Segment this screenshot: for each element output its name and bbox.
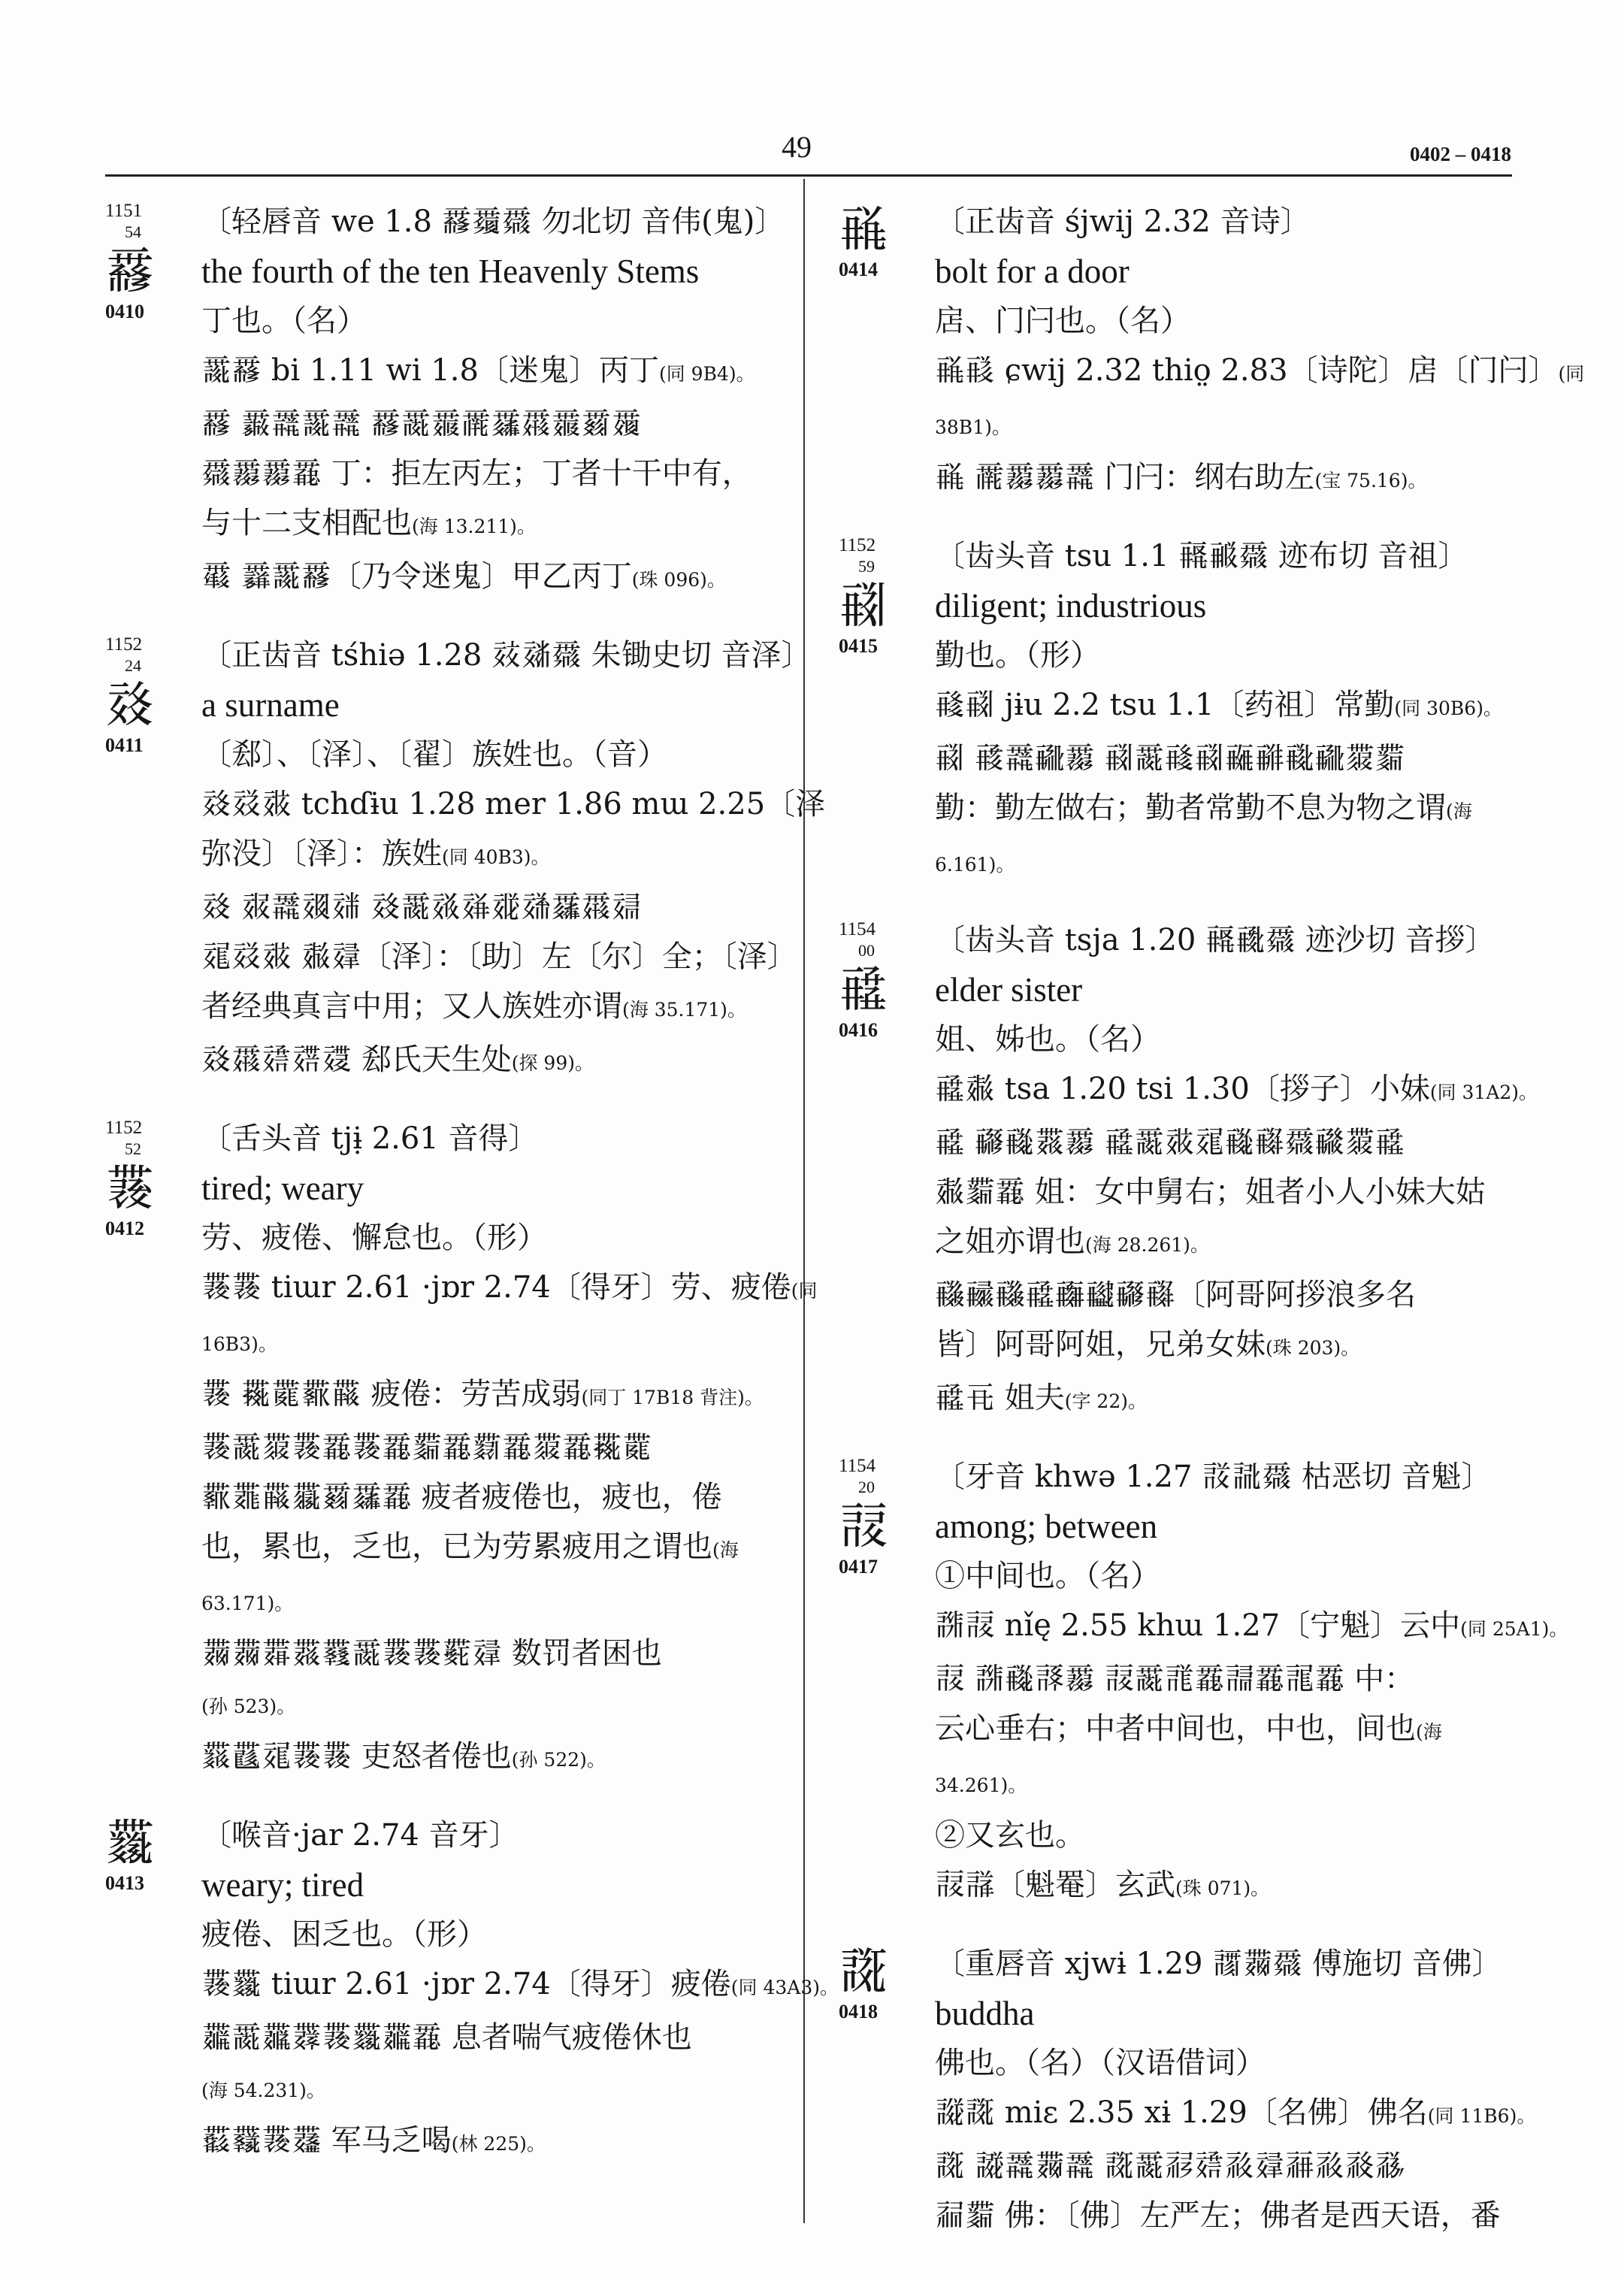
entry-subcode: 52	[125, 1139, 141, 1158]
headword-glyph: 𗵒	[105, 242, 155, 300]
entry-line	[201, 1629, 802, 1678]
line-text: 〔喉音·jar 2.74 音牙〕	[201, 1818, 519, 1853]
entry-line	[201, 346, 802, 399]
headword-glyph: 𗹀	[839, 1497, 888, 1555]
line-text: 勤也。（形）	[935, 638, 1100, 673]
entry-number: 0417	[839, 1556, 878, 1578]
line-text: 勤：勤左做右；勤者常勤不息为物之谓	[935, 791, 1446, 825]
entry-line	[935, 296, 1535, 346]
entry-line	[201, 1575, 802, 1629]
entry-line	[935, 346, 1585, 399]
entry-line	[201, 1522, 802, 1575]
source-citation: (海	[712, 1539, 739, 1561]
line-text: 𗵕𗵒 bi 1.11 wi 1.8〔迷鬼〕丙丁	[201, 353, 659, 388]
source-citation: (同丁 17B18 背注)。	[581, 1387, 764, 1408]
entry-line	[935, 1167, 1535, 1217]
source-citation: 34.261)。	[935, 1774, 1027, 1796]
line-text: 𗷃𗷈𗷄𗷉𗵝𗵛𗵠 疲者疲倦也，疲也，倦	[201, 1480, 722, 1514]
source-citation: (同 9B4)。	[658, 363, 755, 385]
entry-line	[935, 2088, 1535, 2141]
line-text: ①中间也。（名）	[935, 1559, 1160, 1593]
entry-line	[935, 915, 1535, 965]
line-text: 𗷀𗷀 tiɯr 2.61 ·jɒr 2.74〔得牙〕劳、疲倦	[201, 1270, 791, 1305]
source-citation: (孙 522)。	[511, 1749, 606, 1771]
line-text: weary; tired	[201, 1866, 364, 1904]
entry-line	[201, 2062, 802, 2116]
entry-number: 0413	[105, 1872, 144, 1894]
entry-meta	[105, 634, 195, 757]
line-text: 与十二支相配也	[201, 506, 412, 540]
entry-number: 0414	[839, 259, 878, 280]
line-text: 𗷏𗷐𗶍𗷀𗷀 吏怒者倦也	[201, 1739, 512, 1774]
source-citation: (同 11B6)。	[1427, 2105, 1536, 2127]
page-number: 49	[782, 130, 812, 164]
entry-line	[935, 1452, 1535, 1502]
left-column	[105, 197, 839, 2195]
source-citation: 38B1)。	[935, 416, 1011, 438]
headword-glyph: 𗸋	[839, 961, 888, 1018]
line-text: 𗷀𗵘𗷅𗷀𗵠𗷀𗵠𗷆𗵠𗷇𗵠𗷅𗵠𗷁𗷂	[201, 1430, 652, 1465]
entry-meta	[839, 534, 929, 658]
source-citation: 6.161)。	[935, 854, 1015, 876]
line-text: buddha	[935, 1995, 1035, 2032]
line-text: 也，累也，乏也，已为劳累疲用之谓也	[201, 1529, 712, 1564]
line-text: 𗸑𗸒𗸑𗸋𗸓𗸔𗸍𗸏〔阿哥阿拶浪多名	[935, 1278, 1416, 1312]
line-text: 〔重唇音 xjwɨ 1.29 𗹊𗷊𗵔 傅施切 音佛〕	[935, 1947, 1502, 1981]
entry-line	[201, 631, 812, 680]
entry-line	[935, 1704, 1535, 1757]
entry-range: 0402 – 0418	[1410, 143, 1511, 165]
entry-line	[935, 783, 1535, 836]
entry-line	[935, 734, 1535, 783]
entry-line	[935, 1551, 1535, 1601]
line-text: elder sister	[935, 971, 1083, 1009]
entry-code: 1154	[839, 1456, 876, 1476]
english-gloss	[201, 1860, 802, 1910]
line-text: 𗸀𗸁 ɕwij 2.32 thio̤ 2.83〔诗陀〕扂〔门闩〕	[935, 353, 1559, 388]
headword-glyph: 𗸀	[839, 200, 888, 258]
dictionary-entry	[105, 631, 826, 1088]
line-text: 者经典真言中用；又人族姓亦谓	[201, 989, 622, 1024]
entry-meta	[105, 1814, 195, 1895]
line-text: 𗶎𗷆𗵠 姐：女中舅右；姐者小人小妹大姑	[935, 1175, 1486, 1209]
entry-line	[935, 1757, 1535, 1811]
entry-number: 0415	[839, 635, 878, 657]
entry-line	[201, 2013, 802, 2062]
entry-meta	[839, 918, 929, 1042]
line-text: ②又玄也。	[935, 1818, 1085, 1853]
entry-line	[935, 1654, 1535, 1704]
dictionary-entry	[105, 1811, 839, 2169]
entry-line	[935, 531, 1535, 581]
english-gloss	[201, 1163, 802, 1213]
entry-line	[201, 1316, 802, 1369]
source-citation: (同 30B6)。	[1394, 697, 1502, 719]
entry-line	[935, 197, 1535, 247]
dictionary-entry	[840, 531, 1535, 890]
entry-line	[935, 2191, 1535, 2240]
source-citation: (海	[1416, 1721, 1442, 1743]
entry-number: 0418	[839, 2001, 878, 2022]
line-text: 𗷕𗷖𗷀𗷗 军马乏喝	[201, 2123, 452, 2158]
entry-line	[935, 1217, 1535, 1270]
english-gloss	[935, 247, 1535, 296]
line-text: 𗷀 𗷁𗷂𗷃𗷄 疲倦：劳苦成弱	[201, 1377, 582, 1411]
entry-code: 1151	[105, 201, 143, 221]
source-citation: (珠 096)。	[631, 569, 726, 591]
english-gloss	[201, 247, 802, 296]
source-citation: (探 99)。	[511, 1052, 594, 1074]
line-text: diligent; industrious	[935, 587, 1207, 625]
page-header	[0, 0, 1624, 180]
line-text: 𗵡 𗵢𗵕𗵒〔乃令迷鬼〕甲乙丙丁	[201, 559, 632, 594]
entry-number: 0416	[839, 1019, 878, 1041]
line-text: 𗸂 𗸆𗵗𗸇𗵟 𗸂𗵘𗸅𗸂𗸈𗸉𗸊𗸇𗷅𗷆	[935, 741, 1405, 776]
line-text: tired; weary	[201, 1169, 364, 1207]
entry-line	[201, 1472, 802, 1522]
line-text: 丁也。（名）	[201, 304, 367, 338]
line-text: among; between	[935, 1508, 1158, 1545]
source-citation: (同 31A2)。	[1429, 1082, 1538, 1103]
entry-line	[935, 1270, 1535, 1320]
line-text: 𗹀𗹈〔魁罨〕玄武	[935, 1868, 1175, 1902]
entry-line	[201, 399, 802, 449]
entry-subcode: 00	[858, 941, 875, 960]
source-citation: 63.171)。	[201, 1593, 294, 1614]
entry-number: 0411	[105, 734, 144, 756]
line-text: 𗹋𗹉 miɛ 2.35 xɨ 1.29〔名佛〕佛名	[935, 2095, 1428, 2130]
english-gloss	[935, 965, 1535, 1015]
source-citation: (海 54.231)。	[201, 2080, 325, 2101]
entry-line	[201, 1959, 839, 2013]
dictionary-entry	[839, 915, 1538, 1426]
entry-line	[201, 449, 802, 498]
entry-line	[201, 197, 802, 247]
entry-line	[201, 1263, 818, 1316]
line-text: 〔郄〕、〔泽〕、〔翟〕族姓也。（音）	[201, 737, 667, 772]
source-citation: (同	[791, 1280, 818, 1302]
column-divider	[803, 179, 805, 2223]
entry-subcode: 24	[125, 656, 141, 675]
line-text: 𗶀 𗶅𗵗𗶆𗶇 𗶀𗵘𗶈𗶉𗶊𗶋𗵛𗵜𗶌	[201, 890, 642, 924]
entry-line	[201, 1423, 802, 1472]
line-text: 弥没〕〔泽〕：族姓	[201, 836, 442, 871]
entry-line	[201, 1035, 802, 1088]
entry-code: 1152	[105, 634, 143, 655]
line-text: bolt for a door	[935, 253, 1130, 290]
entry-line	[935, 1373, 1535, 1426]
source-citation: (海 35.171)。	[622, 999, 746, 1021]
source-citation: (海	[1446, 800, 1472, 822]
headword-glyph: 𗹉	[839, 1942, 888, 2000]
entry-line	[201, 296, 802, 346]
source-citation: 16B3)。	[201, 1333, 277, 1355]
line-text: 𗹃𗹀 nǐę 2.55 khɯ 1.27〔宁魁〕云中	[935, 1608, 1461, 1643]
line-text: 𗵔𗵟𗵟𗵠 丁：拒左丙左；丁者十干中有，	[201, 456, 752, 491]
entry-line	[935, 1811, 1535, 1860]
entry-subcode: 20	[858, 1478, 875, 1496]
line-text: 劳、疲倦、懈怠也。（形）	[201, 1221, 547, 1255]
entry-meta	[839, 1455, 929, 1578]
line-text: a surname	[201, 686, 340, 724]
entry-line	[935, 631, 1535, 680]
source-citation: (林 225)。	[451, 2133, 546, 2155]
entry-code: 1154	[839, 919, 876, 939]
dictionary-entry	[839, 197, 1585, 506]
entry-line	[935, 1860, 1535, 1913]
entry-line	[935, 1118, 1535, 1167]
line-text: 〔牙音 khwə 1.27 𗹁𗹂𗵔 枯恶切 音魁〕	[935, 1460, 1492, 1494]
entry-line	[935, 1064, 1538, 1118]
dictionary-entry	[107, 197, 802, 605]
entry-line	[201, 1114, 802, 1163]
entry-line	[935, 399, 1535, 452]
entry-meta	[839, 1942, 929, 2023]
entry-meta	[839, 200, 929, 281]
entry-meta	[105, 200, 195, 323]
source-citation: (同 25A1)。	[1460, 1618, 1568, 1640]
line-text: 之姐亦谓也	[935, 1224, 1085, 1259]
entry-line	[935, 1939, 1535, 1989]
line-text: 𗷀𗷑 tiɯr 2.61 ·jɒr 2.74〔得牙〕疲倦	[201, 1967, 731, 2001]
line-text: 𗹉 𗹌𗵗𗷊𗵗 𗹉𗵘𗹍𗶐𗹎𗶏𗹏𗹎𗹐𗹑	[935, 2149, 1405, 2183]
line-text: 𗶍𗶃𗶄 𗶎𗶏〔泽〕：〔助〕左〔尔〕全；〔泽〕	[201, 939, 797, 974]
english-gloss	[935, 1502, 1535, 1551]
english-gloss	[935, 581, 1535, 631]
line-text: 皆〕阿哥阿姐，兄弟女妹	[935, 1327, 1266, 1362]
line-text: 〔齿头音 tsja 1.20 𗸃𗸌𗵔 迹沙切 音拶〕	[935, 923, 1495, 957]
line-text: 〔正齿音 tśhiə 1.28 𗶁𗶂𗵔 朱锄史切 音泽〕	[201, 638, 812, 673]
entry-line	[201, 1732, 802, 1785]
headword-glyph: 𗸂	[839, 576, 888, 634]
source-citation: (海 13.211)。	[412, 516, 536, 537]
header-rule	[105, 174, 1512, 177]
entry-number: 0410	[105, 301, 144, 322]
entry-line	[201, 1369, 802, 1423]
line-text: 𗵒 𗵖𗵗𗵕𗵗 𗵒𗵘𗵙𗵚𗵛𗵜𗵙𗵝𗵞	[201, 407, 642, 441]
dictionary-entry	[839, 1452, 1568, 1913]
line-text: the fourth of the ten Heavenly Stems	[201, 253, 700, 290]
entry-line	[201, 779, 826, 829]
entry-line	[935, 1601, 1568, 1654]
source-citation: (宝 75.16)。	[1314, 470, 1427, 492]
entry-line	[201, 1811, 802, 1860]
entry-line	[935, 836, 1535, 890]
entry-line	[201, 730, 802, 779]
entry-line	[935, 2038, 1535, 2088]
entry-line	[935, 2141, 1535, 2191]
english-gloss	[935, 1989, 1535, 2038]
source-citation: (海 28.261)。	[1085, 1234, 1209, 1256]
source-citation: (孙 523)。	[201, 1696, 296, 1717]
line-text: 扂、门闩也。（名）	[935, 304, 1190, 338]
line-text: 〔舌头音 tjɨ̣ 2.61 音得〕	[201, 1121, 539, 1156]
entry-line	[201, 552, 802, 605]
entry-line	[935, 680, 1535, 734]
entry-subcode: 59	[858, 557, 875, 576]
line-text: 𗷊𗷊𗷋𗷌𗷍𗵘𗷀𗷀𗷎𗶏 数罚者困也	[201, 1636, 662, 1671]
entry-line	[935, 1015, 1535, 1064]
source-citation: (同 40B3)。	[442, 846, 550, 868]
line-text: 𗹀 𗹃𗸎𗹄𗵟 𗹀𗵘𗹅𗵠𗹆𗵠𗹇𗵠 中：	[935, 1662, 1415, 1696]
entry-line	[201, 982, 802, 1035]
entry-line	[935, 1320, 1535, 1373]
entry-subcode: 54	[125, 222, 141, 241]
english-gloss	[201, 680, 802, 730]
source-citation: (字 22)。	[1064, 1390, 1147, 1412]
entry-meta	[105, 1117, 195, 1240]
line-text: 云心垂右；中者中间也，中也，间也	[935, 1711, 1416, 1746]
line-text: 疲倦、困乏也。（形）	[201, 1917, 487, 1952]
entry-number: 0412	[105, 1218, 144, 1239]
dictionary-entry	[840, 1939, 1535, 2240]
entry-code: 1152	[839, 535, 876, 555]
line-text: 𗸋𗶎 tsa 1.20 tsi 1.30〔拶子〕小妹	[935, 1072, 1430, 1106]
source-citation: (珠 203)。	[1266, 1337, 1360, 1359]
line-text: 佛也。（名）（汉语借词）	[935, 2046, 1266, 2080]
entry-line	[201, 829, 802, 882]
dictionary-entry	[105, 1114, 818, 1785]
headword-glyph: 𗷀	[105, 1159, 155, 1217]
line-text: 𗸅𗸂 jɨu 2.2 tsu 1.1〔药祖〕常勤	[935, 688, 1395, 722]
entry-line	[201, 2116, 802, 2169]
entry-line	[935, 452, 1535, 506]
line-text: 𗷒𗵘𗷓𗷔𗷀𗷑𗷒𗵠 息者喘气疲倦休也	[201, 2020, 692, 2055]
line-text: 𗹒𗷆 佛：〔佛〕左严左；佛者是西天语，番	[935, 2198, 1501, 2233]
line-text: 𗶀𗵜𗶐𗶑𗶒 郄氏天生处	[201, 1042, 512, 1077]
line-text: 〔轻唇音 we 1.8 𗵒𗵓𗵔 勿北切 音伟(鬼)〕	[201, 204, 785, 239]
line-text: 〔齿头音 tsu 1.1 𗸃𗸄𗵔 迹布切 音祖〕	[935, 539, 1468, 573]
source-citation: (同	[1558, 363, 1585, 385]
entry-line	[201, 882, 802, 932]
source-citation: (同 43A3)。	[730, 1977, 839, 1998]
source-citation: (珠 071)。	[1175, 1877, 1270, 1899]
entry-line	[201, 1910, 802, 1959]
line-text: 𗶀𗶃𗶄 tchɗɨu 1.28 mer 1.86 mɯ 2.25〔泽	[201, 787, 826, 821]
line-text: 𗸀 𗵚𗵟𗵟𗵗 门闩：纲右助左	[935, 460, 1315, 495]
entry-line	[201, 932, 802, 982]
headword-glyph: 𗶀	[105, 676, 155, 734]
line-text: 姐、姊也。（名）	[935, 1022, 1160, 1057]
entry-line	[201, 1213, 802, 1263]
line-text: 𗸋 𗸍𗸎𗷌𗵟 𗸋𗵘𗶄𗶍𗸎𗸏𗵔𗸐𗷅𗸋	[935, 1125, 1405, 1160]
line-text: 〔正齿音 śjwij 2.32 音诗〕	[935, 204, 1311, 239]
entry-line	[201, 1678, 802, 1732]
right-column	[839, 197, 1585, 2266]
line-text: 𗸋𗸕 姐夫	[935, 1381, 1065, 1415]
entry-code: 1152	[105, 1118, 143, 1138]
entry-line	[201, 498, 802, 552]
headword-glyph: 𗷑	[105, 1814, 155, 1871]
